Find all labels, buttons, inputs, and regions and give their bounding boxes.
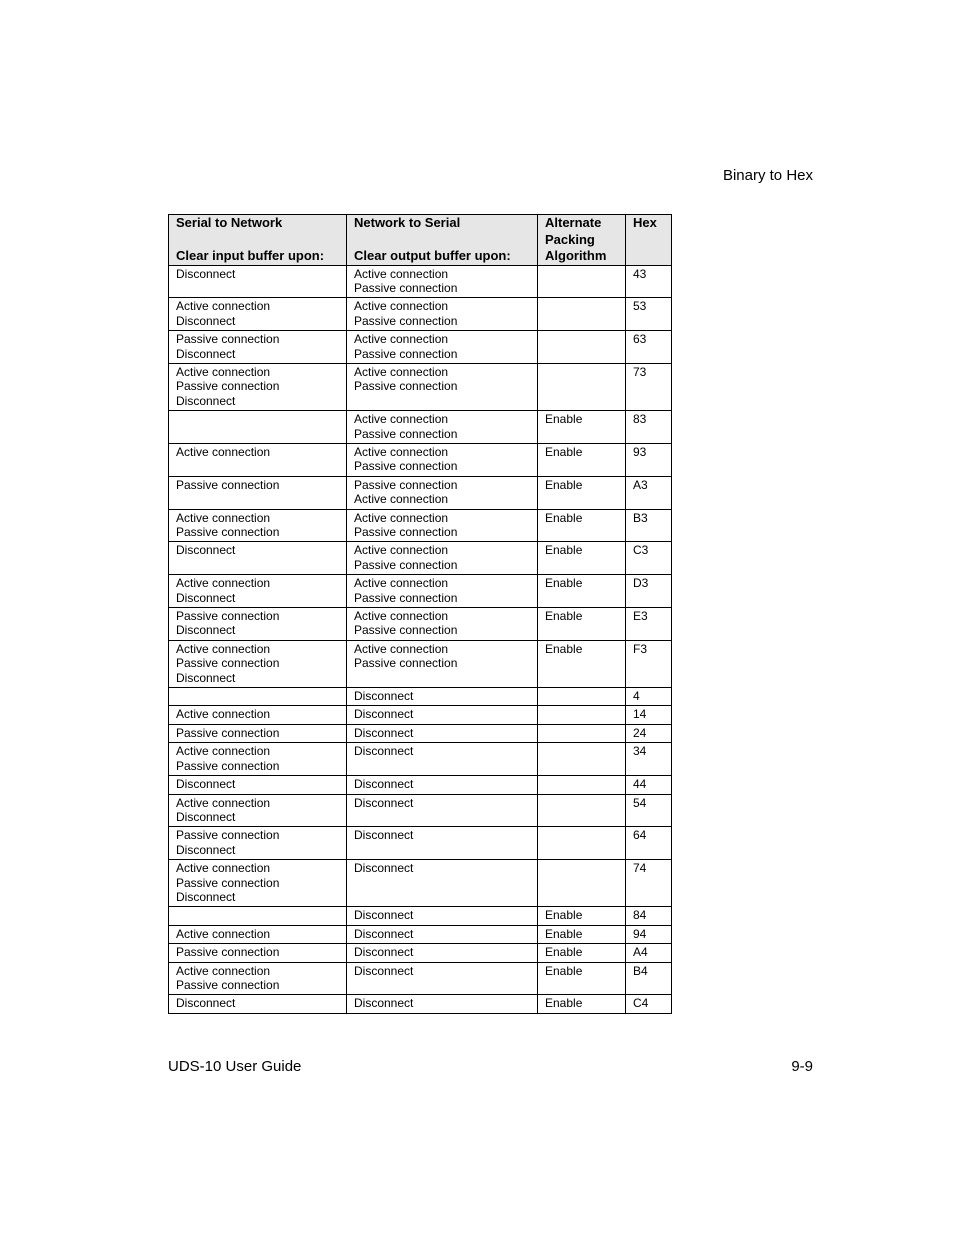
cell-serial-to-network-line: Active connection [176, 576, 271, 591]
cell-network-to-serial [347, 509, 538, 542]
cell-serial-to-network-line: Passive connection [176, 525, 280, 539]
cell-alternate-packing [538, 860, 626, 907]
cell-hex: 83 [626, 411, 672, 444]
cell-network-to-serial-line: Active connection [354, 412, 449, 427]
header-alternate-line3: Algorithm [545, 248, 607, 263]
cell-alternate-packing: Enable [538, 962, 626, 995]
cell-hex: 4 [626, 688, 672, 706]
cell-serial-to-network [169, 925, 347, 943]
cell-network-to-serial-line: Active connection [354, 543, 449, 558]
cell-serial-to-network-line: Active connection [176, 364, 271, 379]
cell-network-to-serial [347, 925, 538, 943]
header-hex: Hex [626, 215, 672, 266]
cell-network-to-serial-line: Passive connection [354, 656, 458, 671]
cell-alternate-packing [538, 794, 626, 827]
cell-serial-to-network-line: Disconnect [176, 393, 236, 408]
cell-serial-to-network-line [176, 412, 339, 426]
cell-network-to-serial-line: Disconnect [354, 707, 414, 722]
cell-serial-to-network [169, 476, 347, 509]
cell-serial-to-network [169, 995, 347, 1013]
cell-network-to-serial-line: Active connection [354, 266, 449, 281]
table-row [169, 542, 672, 575]
cell-hex: 53 [626, 298, 672, 331]
cell-alternate-packing [538, 298, 626, 331]
cell-network-to-serial-line: Disconnect [354, 996, 414, 1011]
cell-serial-to-network [169, 944, 347, 962]
cell-alternate-packing [538, 265, 626, 298]
cell-network-to-serial [347, 542, 538, 575]
cell-serial-to-network-line: Active connection [176, 510, 271, 525]
cell-network-to-serial-line: Disconnect [354, 744, 414, 759]
cell-hex: 73 [626, 363, 672, 410]
cell-alternate-packing: Enable [538, 443, 626, 476]
cell-serial-to-network [169, 411, 347, 444]
header-network-to-serial-title: Network to Serial [354, 215, 461, 230]
cell-alternate-packing: Enable [538, 608, 626, 641]
cell-serial-to-network-line: Disconnect [176, 777, 236, 792]
cell-hex: 44 [626, 776, 672, 794]
cell-hex: 74 [626, 860, 672, 907]
table-row [169, 724, 672, 742]
cell-hex: B4 [626, 962, 672, 995]
table-row [169, 827, 672, 860]
cell-serial-to-network-line: Passive connection [176, 875, 280, 890]
cell-serial-to-network-line: Passive connection [176, 379, 280, 394]
cell-alternate-packing [538, 706, 626, 724]
table-row [169, 860, 672, 907]
cell-hex: 34 [626, 743, 672, 776]
cell-serial-to-network [169, 608, 347, 641]
cell-network-to-serial-line: Disconnect [354, 908, 414, 923]
cell-network-to-serial [347, 776, 538, 794]
cell-network-to-serial-line: Active connection [354, 609, 449, 624]
header-serial-to-network-subtitle: Clear input buffer upon: [176, 247, 325, 263]
footer-document-title: UDS-10 User Guide [168, 1058, 302, 1075]
cell-network-to-serial-line: Passive connection [354, 557, 458, 572]
cell-hex: 43 [626, 265, 672, 298]
cell-serial-to-network [169, 363, 347, 410]
cell-network-to-serial [347, 827, 538, 860]
cell-serial-to-network-line: Disconnect [176, 590, 236, 605]
cell-serial-to-network-line: Active connection [176, 641, 271, 656]
cell-hex: D3 [626, 575, 672, 608]
cell-hex: B3 [626, 509, 672, 542]
cell-network-to-serial-line: Disconnect [354, 725, 414, 740]
cell-hex: 54 [626, 794, 672, 827]
table-row [169, 743, 672, 776]
cell-network-to-serial [347, 575, 538, 608]
header-alternate-line2: Packing [545, 231, 595, 247]
cell-network-to-serial-line: Passive connection [354, 379, 458, 394]
cell-serial-to-network-line: Disconnect [176, 313, 236, 328]
cell-serial-to-network [169, 860, 347, 907]
cell-network-to-serial [347, 640, 538, 687]
cell-serial-to-network-line: Disconnect [176, 346, 236, 361]
cell-serial-to-network [169, 706, 347, 724]
cell-network-to-serial-line: Disconnect [354, 689, 414, 704]
cell-hex: 24 [626, 724, 672, 742]
table-row [169, 411, 672, 444]
table-row [169, 995, 672, 1013]
cell-network-to-serial [347, 724, 538, 742]
cell-serial-to-network-line: Passive connection [176, 945, 280, 960]
table-row [169, 640, 672, 687]
cell-hex: F3 [626, 640, 672, 687]
cell-serial-to-network-line: Disconnect [176, 809, 236, 824]
cell-serial-to-network-line: Disconnect [176, 889, 236, 904]
table-row [169, 476, 672, 509]
cell-hex: E3 [626, 608, 672, 641]
cell-alternate-packing: Enable [538, 542, 626, 575]
cell-alternate-packing: Enable [538, 640, 626, 687]
cell-serial-to-network-line: Active connection [176, 795, 271, 810]
cell-network-to-serial-line: Passive connection [354, 280, 458, 295]
cell-network-to-serial-line: Passive connection [354, 590, 458, 605]
cell-network-to-serial [347, 443, 538, 476]
cell-network-to-serial-line: Passive connection [354, 525, 458, 539]
cell-alternate-packing: Enable [538, 995, 626, 1013]
cell-serial-to-network [169, 827, 347, 860]
cell-network-to-serial-line: Active connection [354, 492, 449, 507]
cell-network-to-serial-line: Disconnect [354, 861, 414, 876]
cell-network-to-serial-line: Disconnect [354, 828, 414, 843]
cell-network-to-serial [347, 411, 538, 444]
cell-serial-to-network-line: Active connection [176, 299, 271, 314]
cell-serial-to-network-line: Passive connection [176, 725, 280, 740]
table-row [169, 944, 672, 962]
cell-network-to-serial [347, 363, 538, 410]
cell-serial-to-network [169, 640, 347, 687]
table-row [169, 688, 672, 706]
cell-serial-to-network-line: Passive connection [176, 609, 280, 624]
table-row [169, 298, 672, 331]
cell-hex: 94 [626, 925, 672, 943]
cell-serial-to-network [169, 575, 347, 608]
cell-serial-to-network-line [176, 908, 339, 922]
cell-serial-to-network [169, 743, 347, 776]
table-row [169, 925, 672, 943]
cell-hex: 93 [626, 443, 672, 476]
table-row [169, 575, 672, 608]
cell-network-to-serial-line: Passive connection [354, 426, 458, 441]
cell-network-to-serial [347, 944, 538, 962]
header-network-to-serial [347, 215, 538, 266]
header-network-to-serial-subtitle: Clear output buffer upon: [354, 247, 511, 263]
cell-serial-to-network [169, 907, 347, 925]
footer-page-number: 9-9 [791, 1058, 813, 1075]
table-row [169, 509, 672, 542]
cell-network-to-serial-line: Active connection [354, 332, 449, 347]
cell-serial-to-network-line: Passive connection [176, 656, 280, 671]
cell-serial-to-network [169, 331, 347, 364]
cell-serial-to-network-line: Disconnect [176, 842, 236, 857]
table-header-row [169, 215, 672, 266]
cell-alternate-packing: Enable [538, 907, 626, 925]
cell-hex: 63 [626, 331, 672, 364]
cell-serial-to-network [169, 298, 347, 331]
header-alternate-packing [538, 215, 626, 266]
cell-hex: 64 [626, 827, 672, 860]
cell-network-to-serial [347, 688, 538, 706]
cell-serial-to-network-line: Active connection [176, 963, 271, 978]
cell-alternate-packing: Enable [538, 575, 626, 608]
cell-serial-to-network-line: Disconnect [176, 670, 236, 685]
cell-network-to-serial [347, 608, 538, 641]
cell-network-to-serial [347, 995, 538, 1013]
cell-network-to-serial [347, 331, 538, 364]
cell-network-to-serial-line: Passive connection [354, 346, 458, 361]
cell-network-to-serial-line: Passive connection [354, 623, 458, 638]
cell-alternate-packing [538, 724, 626, 742]
table-row [169, 962, 672, 995]
cell-serial-to-network-line: Disconnect [176, 543, 236, 558]
cell-network-to-serial [347, 907, 538, 925]
cell-hex: 14 [626, 706, 672, 724]
table-row [169, 265, 672, 298]
cell-network-to-serial [347, 962, 538, 995]
cell-alternate-packing: Enable [538, 476, 626, 509]
cell-hex: A3 [626, 476, 672, 509]
cell-serial-to-network [169, 265, 347, 298]
cell-serial-to-network [169, 509, 347, 542]
cell-network-to-serial-line: Active connection [354, 510, 449, 525]
table-row [169, 363, 672, 410]
cell-alternate-packing [538, 743, 626, 776]
cell-alternate-packing: Enable [538, 509, 626, 542]
cell-serial-to-network-line: Passive connection [176, 828, 280, 843]
cell-serial-to-network [169, 542, 347, 575]
cell-serial-to-network [169, 724, 347, 742]
cell-alternate-packing [538, 827, 626, 860]
cell-serial-to-network-line: Active connection [176, 444, 271, 459]
cell-alternate-packing [538, 331, 626, 364]
binary-to-hex-table [168, 214, 672, 1014]
cell-network-to-serial [347, 860, 538, 907]
cell-alternate-packing [538, 776, 626, 794]
cell-alternate-packing [538, 688, 626, 706]
table-row [169, 794, 672, 827]
cell-network-to-serial-line: Active connection [354, 299, 449, 314]
cell-serial-to-network [169, 443, 347, 476]
cell-network-to-serial-line: Active connection [354, 444, 449, 459]
cell-serial-to-network [169, 962, 347, 995]
cell-network-to-serial [347, 794, 538, 827]
table-row [169, 776, 672, 794]
cell-serial-to-network-line: Passive connection [176, 477, 280, 492]
table-row [169, 331, 672, 364]
cell-network-to-serial-line: Active connection [354, 576, 449, 591]
table-row [169, 907, 672, 925]
cell-network-to-serial-line: Passive connection [354, 313, 458, 328]
cell-network-to-serial-line: Disconnect [354, 926, 414, 941]
table-body [169, 265, 672, 1013]
cell-network-to-serial-line: Disconnect [354, 963, 414, 978]
cell-serial-to-network-line: Passive connection [176, 332, 280, 347]
table-row [169, 706, 672, 724]
cell-serial-to-network-line: Active connection [176, 861, 271, 876]
cell-serial-to-network-line: Active connection [176, 926, 271, 941]
cell-network-to-serial-line: Disconnect [354, 795, 414, 810]
cell-network-to-serial [347, 265, 538, 298]
cell-alternate-packing [538, 363, 626, 410]
cell-network-to-serial-line: Active connection [354, 364, 449, 379]
cell-serial-to-network-line [176, 689, 339, 703]
cell-alternate-packing: Enable [538, 944, 626, 962]
cell-serial-to-network [169, 794, 347, 827]
cell-serial-to-network-line: Passive connection [176, 758, 280, 773]
cell-network-to-serial-line: Passive connection [354, 477, 458, 492]
cell-alternate-packing: Enable [538, 411, 626, 444]
cell-network-to-serial [347, 706, 538, 724]
cell-serial-to-network [169, 688, 347, 706]
header-serial-to-network [169, 215, 347, 266]
header-alternate-line1: Alternate [545, 215, 602, 230]
cell-serial-to-network [169, 776, 347, 794]
cell-network-to-serial-line: Passive connection [354, 459, 458, 474]
cell-hex: C3 [626, 542, 672, 575]
cell-hex: 84 [626, 907, 672, 925]
cell-serial-to-network-line: Disconnect [176, 623, 236, 638]
cell-serial-to-network-line: Passive connection [176, 977, 280, 992]
cell-serial-to-network-line: Active connection [176, 707, 271, 722]
cell-network-to-serial [347, 298, 538, 331]
cell-network-to-serial-line: Active connection [354, 641, 449, 656]
cell-network-to-serial-line: Disconnect [354, 777, 414, 792]
cell-serial-to-network-line: Disconnect [176, 266, 236, 281]
cell-hex: A4 [626, 944, 672, 962]
cell-serial-to-network-line: Active connection [176, 744, 271, 759]
cell-network-to-serial [347, 476, 538, 509]
cell-network-to-serial [347, 743, 538, 776]
header-serial-to-network-title: Serial to Network [176, 215, 283, 230]
cell-alternate-packing: Enable [538, 925, 626, 943]
page-header-title: Binary to Hex [722, 167, 813, 184]
table-row [169, 443, 672, 476]
cell-serial-to-network-line: Disconnect [176, 996, 236, 1011]
table-row [169, 608, 672, 641]
cell-network-to-serial-line: Disconnect [354, 945, 414, 960]
cell-hex: C4 [626, 995, 672, 1013]
